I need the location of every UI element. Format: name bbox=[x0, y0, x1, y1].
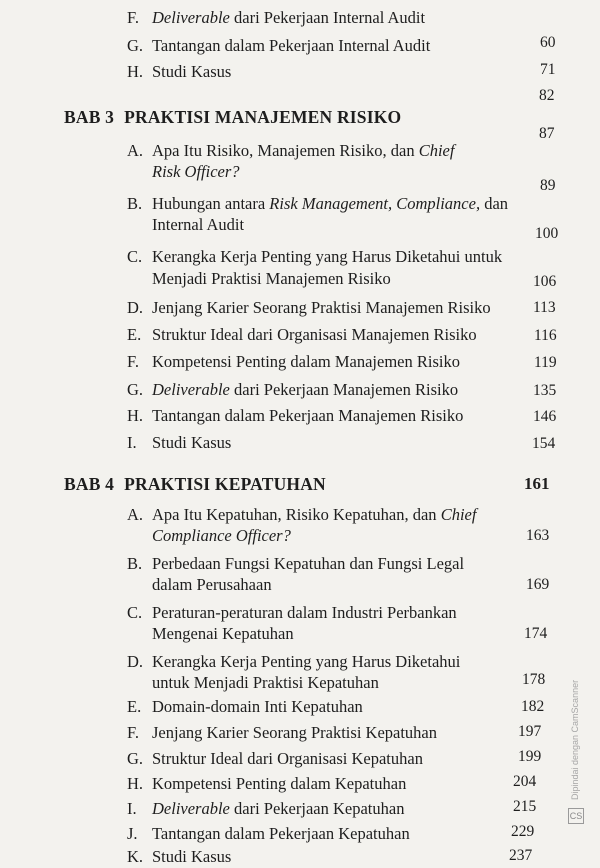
chapter-heading-bab3 bbox=[64, 107, 401, 128]
entry-letter: E. bbox=[127, 325, 142, 344]
entry-page-number: 237 bbox=[509, 847, 533, 864]
entry-page-number: 169 bbox=[526, 576, 550, 593]
entry-letter: K. bbox=[127, 847, 144, 866]
entry-text: Hubungan antara Risk Management, Compliance, dan bbox=[152, 194, 509, 213]
entry-letter: F. bbox=[127, 8, 139, 27]
entry-page-number: 116 bbox=[534, 327, 557, 344]
entry-letter: J. bbox=[127, 824, 138, 843]
entry-letter: D. bbox=[127, 298, 144, 317]
entry-page-number: 113 bbox=[533, 299, 556, 316]
entry-page-number: 199 bbox=[518, 748, 542, 765]
entry-letter: G. bbox=[127, 36, 144, 55]
chapter-page-number: 161 bbox=[524, 474, 550, 493]
entry-page-number: 229 bbox=[511, 823, 535, 840]
entry-page-number: 71 bbox=[540, 61, 556, 78]
entry-page-number: 197 bbox=[518, 723, 542, 740]
entry-letter: A. bbox=[127, 141, 144, 160]
entry-text: Apa Itu Kepatuhan, Risiko Kepatuhan, dan Chief bbox=[152, 505, 477, 524]
entry-letter: H. bbox=[127, 62, 144, 81]
entry-letter: A. bbox=[127, 505, 144, 524]
entry-letter: B. bbox=[127, 554, 143, 573]
entry-text: Deliverable dari Pekerjaan Manajemen Risiko bbox=[152, 380, 459, 399]
entry-letter: F. bbox=[127, 352, 139, 371]
entry-letter: I. bbox=[127, 799, 137, 818]
chapter-number: BAB 3 bbox=[64, 107, 115, 127]
entry-page-number: 154 bbox=[532, 435, 556, 452]
chapter-title: PRAKTISI KEPATUHAN bbox=[124, 474, 326, 494]
entry-letter: F. bbox=[127, 723, 139, 742]
entry-letter: H. bbox=[127, 774, 144, 793]
entry-page-number: 100 bbox=[535, 225, 559, 242]
entry-letter: D. bbox=[127, 652, 144, 671]
chapter-heading-bab4 bbox=[64, 474, 326, 495]
entry-text: Apa Itu Risiko, Manajemen Risiko, dan Chief bbox=[152, 141, 455, 160]
entry-page-number: 182 bbox=[521, 698, 545, 715]
chapter-number: BAB 4 bbox=[64, 474, 115, 494]
entry-text: Tantangan dalam Pekerjaan Internal Audit bbox=[152, 36, 431, 55]
entry-page-number: 204 bbox=[513, 773, 537, 790]
entry-letter: I. bbox=[127, 433, 137, 452]
chapter-title: PRAKTISI MANAJEMEN RISIKO bbox=[124, 107, 402, 127]
entry-letter: G. bbox=[127, 749, 144, 768]
entry-letter: C. bbox=[127, 247, 143, 266]
scanner-watermark-text: Dipindai dengan CamScanner bbox=[570, 679, 580, 800]
entry-page-number: 174 bbox=[524, 625, 548, 642]
entry-letter: G. bbox=[127, 380, 144, 399]
entry-page-number: 89 bbox=[540, 177, 556, 194]
entry-text: Deliverable dari Pekerjaan Kepatuhan bbox=[152, 799, 405, 818]
entry-page-number: 135 bbox=[533, 382, 557, 399]
camscanner-logo-icon: CS bbox=[568, 808, 584, 824]
entry-text: Deliverable dari Pekerjaan Internal Audit bbox=[152, 8, 426, 27]
entry-text: Studi Kasus bbox=[152, 62, 232, 81]
entry-page-number: 60 bbox=[540, 34, 556, 51]
entry-letter: C. bbox=[127, 603, 143, 622]
entry-letter: H. bbox=[127, 406, 144, 425]
entry-page-number: 146 bbox=[533, 408, 557, 425]
entry-page-number: 106 bbox=[533, 273, 557, 290]
entry-page-number: 163 bbox=[526, 527, 550, 544]
entry-page-number: 82 bbox=[539, 87, 555, 104]
entry-page-number: 178 bbox=[522, 671, 546, 688]
entry-page-number: 87 bbox=[539, 125, 555, 142]
entry-page-number: 215 bbox=[513, 798, 537, 815]
entry-letter: B. bbox=[127, 194, 143, 213]
entry-page-number: 119 bbox=[534, 354, 557, 371]
toc-page: F. Deliverable dari Pekerjaan Internal Audit G. Tantangan dalam Pekerjaan Internal Audit 60 H. Studi Kasus 71 82 BAB 3 PRAKTISI MANAJEMEN RISIKO 87 A. Apa Itu Risiko, Manajemen Risiko, dan Chief Risk Officer? 89 B. Hubungan antara Risk Management, Compliance, dan Internal Audit 100 C. Kerangka Kerja Penting yang Harus Diketahui untuk Menjadi Praktisi Manajemen Risiko 106 D. Jenjang Karier Seorang Praktisi Manajemen Risiko 113 E. Struktur Ideal dari Organisasi Manajemen Risiko 116 F. Kompetensi Penting dalam Manajemen Risiko 119 G. Deliverable dari Pekerjaan Manajemen Risiko 135 H. Tantangan dalam Pekerjaan Manajemen Risiko 146 I. Studi Kasus 154 BAB 4 PRAKTISI KEPATUHAN 161 A. Apa Itu Kepatuhan, Risiko Kepatuhan, dan Chief Compliance Officer? 163 B. Perbedaan Fungsi Kepatuhan dan Fungsi Legal dalam Perusahaan 169 C. Peraturan-peraturan dalam Industri Perbankan Mengenai Kepatuhan 174 D. Kerangka Kerja Penting yang Harus Diketahui untuk Menjadi Praktisi Kepatuhan 178 E. Domain-domain Inti Kepatuhan 182 F. Jenjang Karier Seorang Praktisi Kepatuhan 197 G. Struktur Ideal dari Organisasi Kepatuhan 199 H. Kompetensi Penting dalam Kepatuhan 204 I. Deliverable dari Pekerjaan Kepatuhan 215 J. Tantangan dalam Pekerjaan Kepatuhan 229 K. Studi Kasus 237 Dipindai dengan CamScanner CS bbox=[64, 8, 583, 866]
entry-letter: E. bbox=[127, 697, 142, 716]
